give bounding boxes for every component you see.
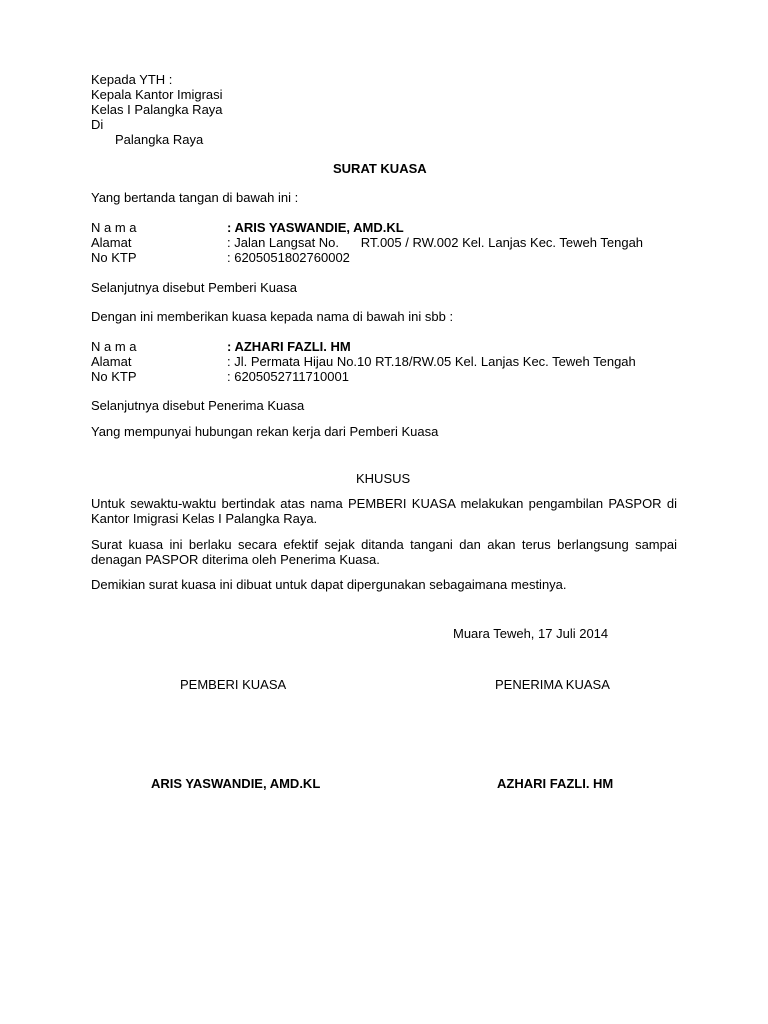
grantee-ktp-row (91, 369, 691, 384)
address-line: Kepada YTH : (91, 72, 173, 87)
grantee-address-value: : Jl. Permata Hijau No.10 RT.18/RW.05 Kel. Lanjas Kec. Teweh Tengah (227, 354, 636, 369)
intro-text: Yang bertanda tangan di bawah ini : (91, 190, 299, 205)
paragraph-purpose: Untuk sewaktu-waktu bertindak atas nama PEMBERI KUASA melakukan pengambilan PASPOR di Kantor Imigrasi Kelas I Palangka Raya. (91, 496, 677, 526)
field-label: No KTP (91, 250, 137, 265)
special-heading: KHUSUS (356, 471, 411, 486)
grantee-address-row (91, 354, 691, 369)
field-label: N a m a (91, 339, 137, 354)
paragraph-closing: Demikian surat kuasa ini dibuat untuk dapat dipergunakan sebagaimana mestinya. (91, 577, 567, 592)
grantee-note: Selanjutnya disebut Penerima Kuasa (91, 398, 305, 413)
field-label: Alamat (91, 354, 132, 369)
address-line: Kepala Kantor Imigrasi (91, 87, 223, 102)
grantee-name-row (91, 339, 691, 354)
field-label: No KTP (91, 369, 137, 384)
address-line: Palangka Raya (115, 132, 204, 147)
grantor-note: Selanjutnya disebut Pemberi Kuasa (91, 280, 297, 295)
address-line: Kelas I Palangka Raya (91, 102, 223, 117)
field-label: N a m a (91, 220, 137, 235)
grantor-ktp-value: : 6205051802760002 (227, 250, 350, 265)
paragraph-validity: Surat kuasa ini berlaku secara efektif sejak ditanda tangani dan akan terus berlangsung sampai denagan PASPOR diterima oleh Penerima Kuasa. (91, 537, 677, 567)
field-label: Alamat (91, 235, 132, 250)
place-date: Muara Teweh, 17 Juli 2014 (453, 626, 609, 641)
letter-title: SURAT KUASA (333, 161, 427, 176)
grantee-name-value: : AZHARI FAZLI. HM (227, 339, 351, 354)
grantee-signature-name: AZHARI FAZLI. HM (497, 776, 614, 791)
grantor-address-value: : Jalan Langsat No. RT.005 / RW.002 Kel. Lanjas Kec. Teweh Tengah (227, 235, 644, 250)
grantor-address-row (91, 235, 691, 250)
grantor-signature-name: ARIS YASWANDIE, AMD.KL (151, 776, 321, 791)
relation-text: Yang mempunyai hubungan rekan kerja dari Pemberi Kuasa (91, 424, 439, 439)
grantor-name-row (91, 220, 691, 235)
grantee-role-label: PENERIMA KUASA (495, 677, 610, 692)
grantor-role-label: PEMBERI KUASA (180, 677, 287, 692)
grant-intro: Dengan ini memberikan kuasa kepada nama di bawah ini sbb : (91, 309, 454, 324)
grantor-name-value: : ARIS YASWANDIE, AMD.KL (227, 220, 404, 235)
address-line: Di (91, 117, 104, 132)
recipient-address (91, 72, 223, 147)
grantor-ktp-row (91, 250, 691, 265)
grantee-ktp-value: : 6205052711710001 (227, 369, 349, 384)
